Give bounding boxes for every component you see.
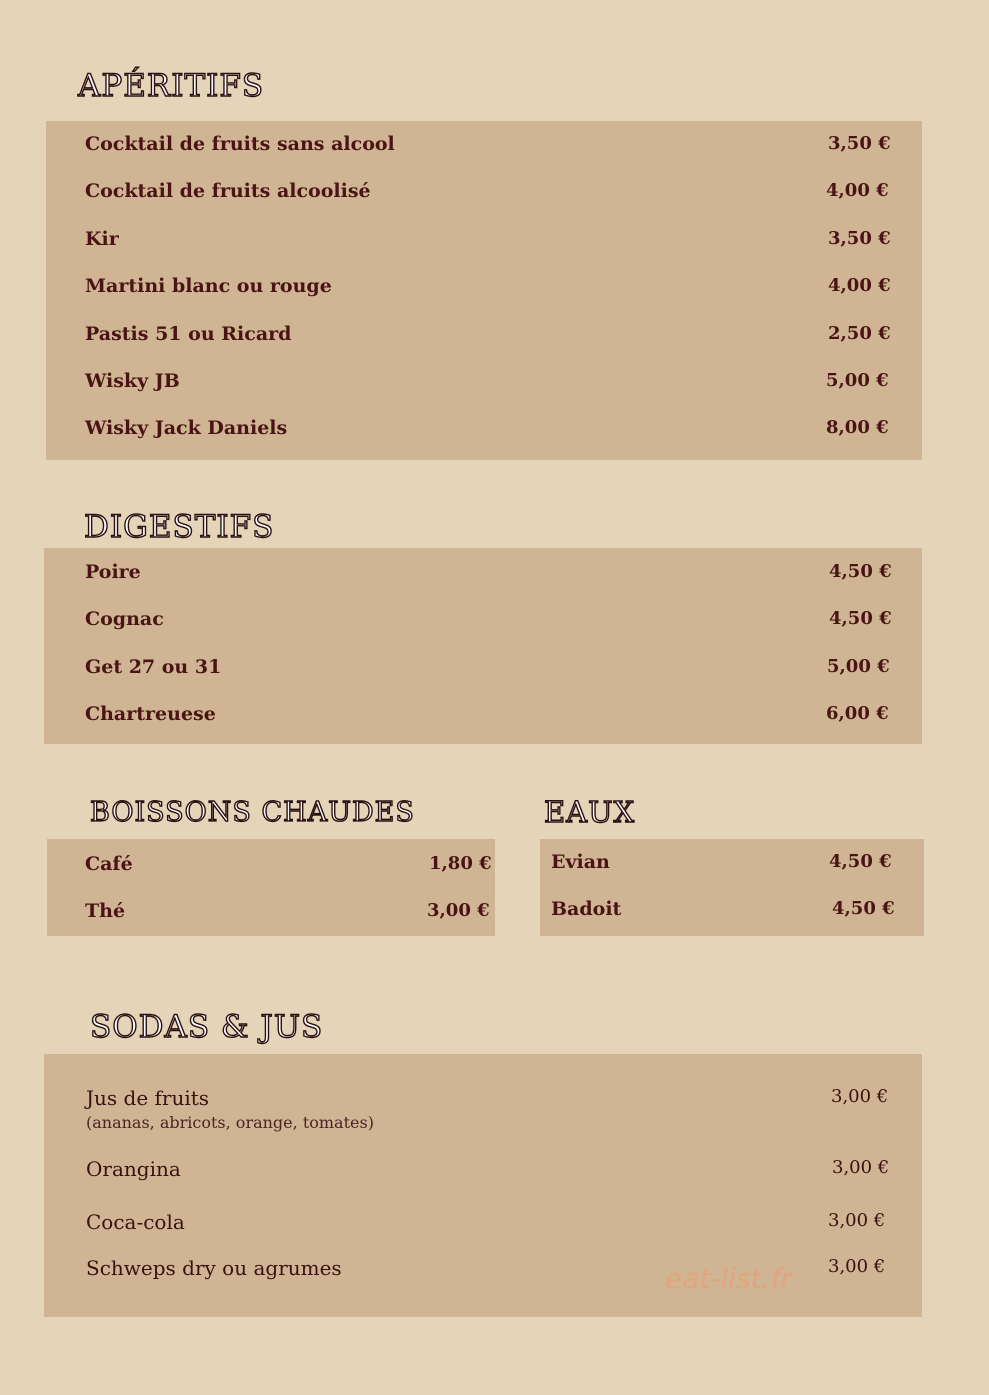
item-name: Chartreuese xyxy=(85,703,216,725)
item-price: 3,50 € xyxy=(828,133,891,154)
item-name: Poire xyxy=(85,561,141,583)
item-name: Evian xyxy=(551,851,610,873)
item-price: 3,00 € xyxy=(832,1157,890,1178)
item-name: Wisky Jack Daniels xyxy=(85,417,288,439)
item-price: 4,00 € xyxy=(828,275,891,296)
item-name: Jus de fruits xyxy=(86,1086,210,1110)
watermark: eat-list.fr xyxy=(665,1262,792,1295)
item-name: Coca-cola xyxy=(86,1210,185,1234)
item-price: 2,50 € xyxy=(828,323,891,344)
item-price: 5,00 € xyxy=(827,656,890,677)
item-price: 4,50 € xyxy=(829,608,892,629)
item-name: Orangina xyxy=(86,1157,181,1181)
item-price: 1,80 € xyxy=(429,853,492,874)
sodas-heading: SODAS & JUS xyxy=(90,1009,324,1045)
item-price: 3,00 € xyxy=(828,1256,886,1277)
item-price: 3,50 € xyxy=(828,228,891,249)
item-name: Cognac xyxy=(85,608,164,630)
item-price: 4,50 € xyxy=(832,898,895,919)
item-detail: (ananas, abricots, orange, tomates) xyxy=(86,1113,374,1132)
aperitifs-heading: APÉRITIFS xyxy=(78,68,265,104)
item-price: 8,00 € xyxy=(826,417,889,438)
item-name: Cocktail de fruits sans alcool xyxy=(85,133,395,155)
item-name: Get 27 ou 31 xyxy=(85,656,222,678)
item-name: Pastis 51 ou Ricard xyxy=(85,323,292,345)
item-price: 3,00 € xyxy=(831,1086,889,1107)
item-name: Schweps dry ou agrumes xyxy=(86,1256,342,1280)
item-name: Wisky JB xyxy=(85,370,180,392)
item-price: 4,00 € xyxy=(826,180,889,201)
item-price: 5,00 € xyxy=(826,370,889,391)
item-price: 4,50 € xyxy=(829,851,892,872)
item-name: Cocktail de fruits alcoolisé xyxy=(85,180,371,202)
item-name: Kir xyxy=(85,228,119,250)
digestifs-heading: DIGESTIFS xyxy=(84,509,275,545)
item-price: 6,00 € xyxy=(826,703,889,724)
item-name: Thé xyxy=(85,900,126,922)
item-name: Martini blanc ou rouge xyxy=(85,275,332,297)
eaux-panel xyxy=(540,839,924,936)
aperitifs-panel xyxy=(46,121,922,460)
item-name: Café xyxy=(85,853,133,875)
eaux-heading: EAUX xyxy=(544,795,636,829)
item-price: 3,00 € xyxy=(427,900,490,921)
item-price: 3,00 € xyxy=(828,1210,886,1231)
item-name: Badoit xyxy=(551,898,622,920)
item-price: 4,50 € xyxy=(829,561,892,582)
digestifs-panel xyxy=(44,548,922,744)
boissons-chaudes-panel xyxy=(47,839,495,936)
boissons-chaudes-heading: BOISSONS CHAUDES xyxy=(90,797,415,828)
